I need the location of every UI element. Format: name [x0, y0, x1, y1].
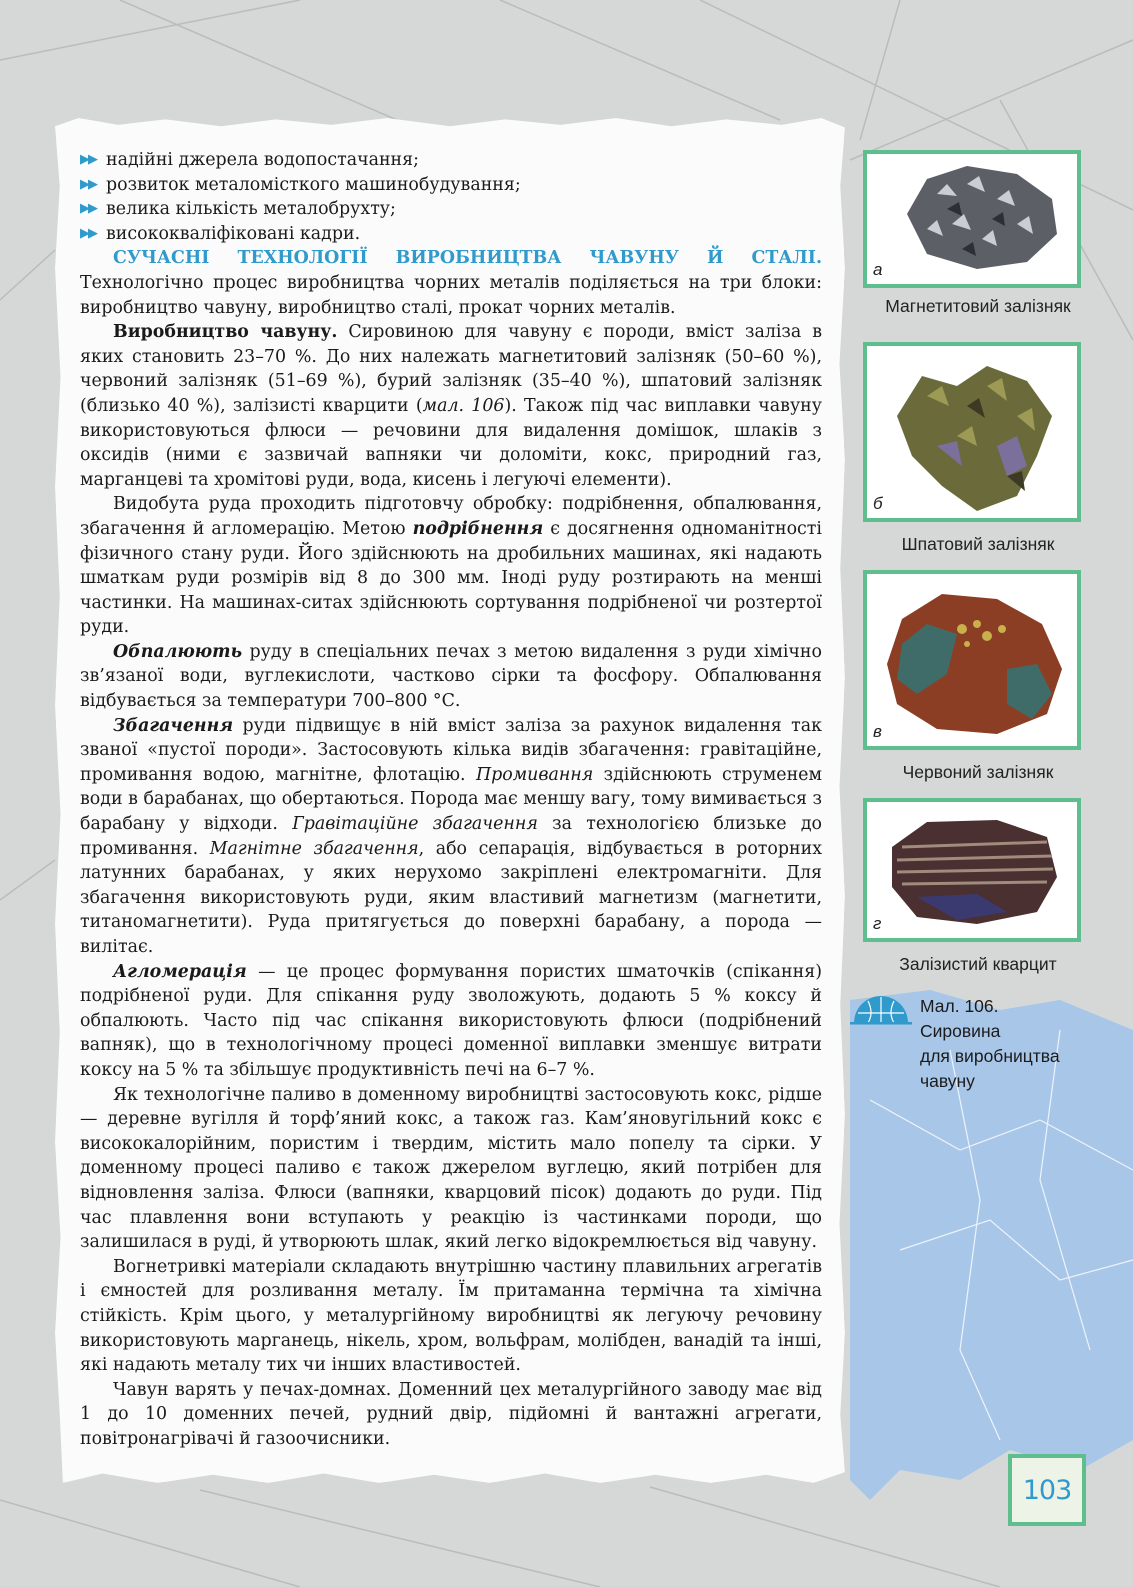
term: Збагачення [113, 715, 234, 736]
bullet-list [80, 148, 822, 246]
figure-caption: Залізистий кварцит [899, 954, 1057, 974]
section-heading: СУЧАСНІ ТЕХНОЛОГІЇ ВИРОБНИЦТВА ЧАВУНУ Й СТАЛІ. [113, 248, 822, 269]
section-intro [80, 246, 822, 320]
double-arrow-icon: ▶▶ [80, 201, 96, 217]
figure-title-line: для виробництва [920, 1046, 1060, 1066]
paragraph-text: руди підвищує в ній вміст заліза за рахунок видалення так званої «пустої породи». Застосовують кілька видів збагачення: гравітаційне, промивання водою, магнітне, флотацію. [80, 715, 822, 785]
paragraph-text: є досягнення одноманітності фізичного стану руди. Його здійснюють на дробильних машинах, які надають шматкам руди розмірів від 8 до 300 мм. Іноді руду розтирають на менші частинки. На машинах-ситах здійснюють сортування подрібненої чи розтертої руди. [80, 518, 822, 638]
mineral-photo-frame [863, 342, 1081, 522]
list-item [80, 197, 822, 222]
paragraph-text: , або сепарація, відбувається в роторних латунних барабанах, у яких нерухомо закріплені електромагніти. Для збагачення використовують руди, яким властивий магнетизм (магнетити, титаномагнетити). Руда притягується до поверхні барабану, а порода — вилітає. [80, 838, 823, 957]
figure-caption: Магнетитовий залізняк [885, 296, 1071, 316]
paragraph [80, 492, 822, 640]
double-arrow-icon: ▶▶ [80, 152, 96, 167]
figure-letter: б [873, 494, 883, 513]
paragraph-text: здійснюють струменем води в барабанах, що обертаються. Порода має меншу вагу, тому вимивається з барабану у відходи. [80, 764, 822, 835]
mineral-photo-frame [863, 798, 1081, 942]
figure-caption: Шпатовий залізняк [901, 534, 1055, 554]
double-arrow-icon: ▶▶ [80, 225, 96, 241]
figure-caption: Червоний залізняк [902, 762, 1054, 782]
ferruginous-quartzite-image [867, 802, 1077, 938]
siderite-image [867, 346, 1077, 518]
main-text [80, 148, 822, 1451]
paragraph-text: Сировиною для чавуну є породи, вміст заліза в яких становить 23–70 %. До них належать магнетитовий залізняк (50–60 %), червоний залізняк (51–69 %), бурий залізняк (35–40 %), шпатовий залізняк (близько 40 %), залізисті кварцити ( [80, 322, 823, 416]
section-intro-text: Технологічно процес виробництва чорних металів поділяється на три блоки: виробництво чавуну, виробництво сталі, прокат чорних металів. [80, 272, 822, 318]
list-item [80, 222, 822, 247]
figure-title-line: Сировина [920, 1021, 1001, 1041]
figure-letter: г [873, 914, 882, 933]
paragraph-text: руду в спеціальних печах з метою видалення з руди хімічно зв’язаної води, вуглекислоти, частково сірки та фосфору. Обпалювання відбувається за температури 700–800 °С. [80, 641, 822, 712]
mineral-photo-frame [863, 570, 1081, 750]
figure-letter: в [873, 722, 882, 741]
term: Агломерація [113, 961, 247, 982]
paragraph: Чавун варять у печах-домнах. Доменний цех металургійного заводу має від 1 до 10 доменних печей, рудний двір, підйомні й вантажні агрегати, повітронагрівачі й газоочисники. [80, 1379, 822, 1449]
mineral-photo-frame [863, 150, 1081, 288]
magnetite-image [867, 154, 1077, 284]
list-item [80, 173, 822, 198]
paragraph [80, 320, 822, 492]
paragraph: Як технологічне паливо в доменному виробництві застосовують кокс, рідше — деревне вугілля й торф’яний кокс, а також газ. Кам’яновугільний кокс є висококалорійним, пористим і твердим, містить мало попелу та сірки. У доменному процесі паливо є також джерелом вуглецю, який потрібен для відновлення заліза. Флюси (вапняки, кварцовий пісок) додають до руди. Під час плавлення вони вступають у реакцію із частинками породи, що залишилася в руді, й утворюють шлак, який легко відокремлюється від чавуну. [80, 1084, 822, 1253]
page-number: 103 [1008, 1454, 1086, 1526]
list-item-text: надійні джерела водопостачання; [106, 150, 419, 170]
term: Промивання [475, 764, 594, 785]
paragraph [80, 714, 822, 960]
paragraph-lead: Виробництво чавуну. [113, 322, 338, 343]
paragraph: Вогнетривкі матеріали складають внутрішню частину плавильних агрегатів і ємностей для розливання металу. Їм притаманна термічна та хімічна стійкість. Крім цього, у металургійному виробництві як легуючу речовину використовують марганець, нікель, хром, вольфрам, молібден, ванадій та інші, які надають металу тих чи інших властивостей. [80, 1256, 822, 1376]
list-item-text: велика кількість металобрухту; [106, 199, 396, 220]
figure-number: Мал. 106. [920, 996, 999, 1016]
paragraph-text: ). Також під час виплавки чавуну використовуються флюси — речовини для видалення домішок, шлаків з оксидів (ними є зазвичай вапняки чи доломіти, кокс, природний газ, марганцеві та хромітові руди, вода, кисень і легуючі елементи). [80, 395, 823, 490]
hematite-image [867, 574, 1077, 746]
double-arrow-icon: ▶▶ [80, 176, 96, 192]
list-item [80, 148, 822, 173]
figure-reference: мал. 106 [422, 395, 505, 416]
paragraph-text: — це процес формування пористих шматочків (спікання) подрібненої руди. Для спікання руду зволожують, додають 5 % коксу й обпалюють. Часто під час спікання використовують флюси (подрібнений вапняк), що в технологічному процесі доменної виплавки зменшує витрати коксу на 5 % та збільшує продуктивність печі на 6–7 %. [80, 961, 822, 1080]
paragraph-text: за технологією близьке до промивання. [80, 814, 823, 859]
list-item-text: висококваліфіковані кадри. [106, 223, 361, 244]
globe-icon [850, 993, 912, 1029]
paragraph [80, 960, 822, 1083]
paragraph [80, 640, 822, 714]
term: Обпалюють [113, 641, 243, 662]
figure-label [920, 994, 1100, 1094]
term: подрібнення [412, 518, 544, 539]
figure-letter: а [873, 260, 883, 279]
figure-title-line: чавуну [920, 1071, 975, 1091]
paragraph-text: Видобута руда проходить підготовчу обробку: подрібнення, обпалювання, збагачення й агломерацію. Метою [80, 494, 822, 539]
list-item-text: розвиток металомісткого машинобудування; [106, 174, 521, 195]
term: Магнітне збагачення [209, 838, 419, 859]
term: Гравітаційне збагачення [292, 814, 538, 835]
